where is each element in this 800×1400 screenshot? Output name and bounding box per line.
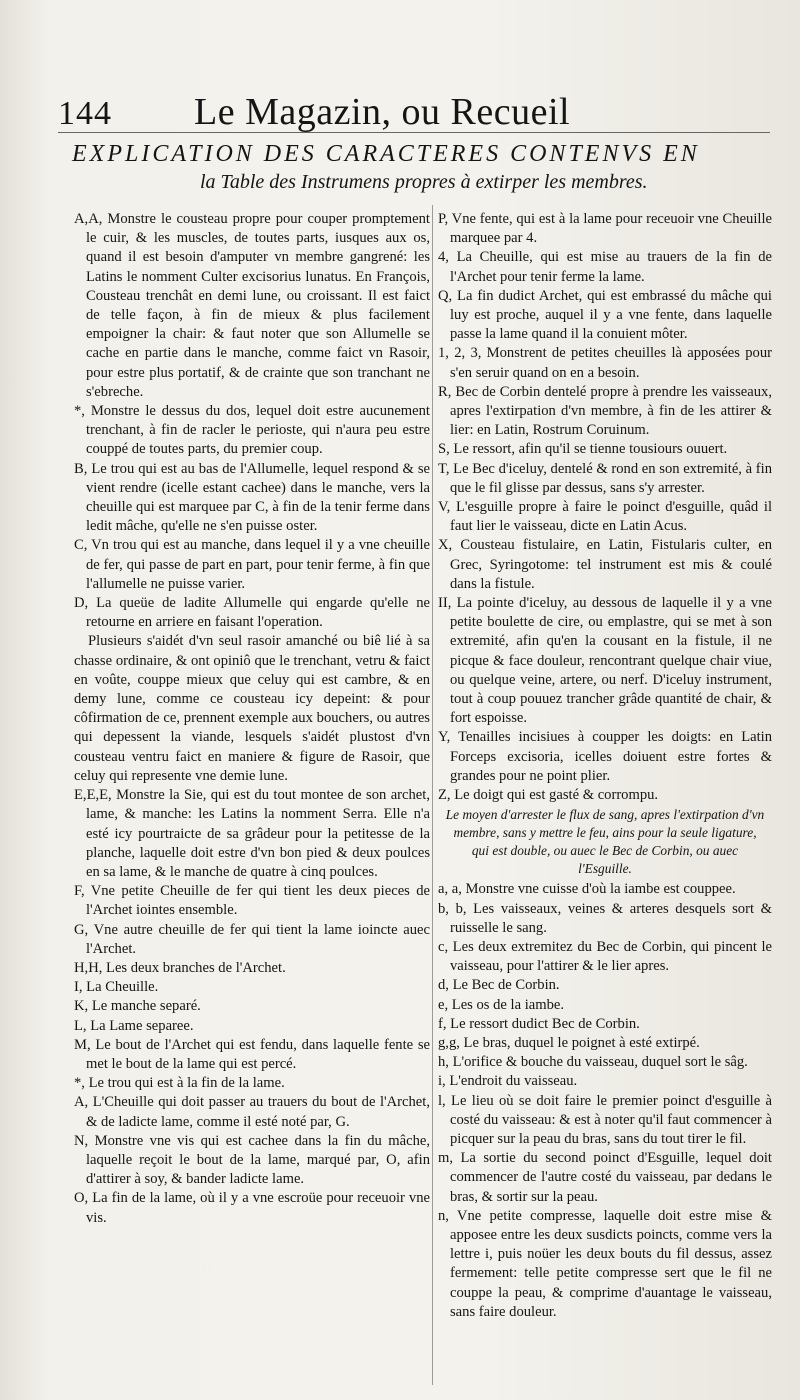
page-number: 144 <box>58 95 112 132</box>
entry: T, Le Bec d'iceluy, dentelé & rond en son extremité, à fin que le fil glisse par dessus, sans s'y arrester. <box>438 460 772 496</box>
entry: *, Le trou qui est à la fin de la lame. <box>74 1075 285 1092</box>
entry: X, Cousteau fistulaire, en Latin, Fistularis culter, en Grec, Syringotome: tel instrument est mis & coulé dans la fistule. <box>438 537 772 592</box>
entry: m, La sortie du second poinct d'Esguille, lequel doit commencer de l'autre costé du vaisseau, par dedans le bras, & sortir sur la peau. <box>438 1150 772 1205</box>
entry: II, La pointe d'iceluy, au dessous de laquelle il y a vne petite boulette de cire, ou emplastre, qui se met à son extremité, afin qu'en la cousant en la fistule, il ne picque & face douleur, rencontrant quelque chair viue, ou quelque veine, artere, ou nerf. D'iceluy instrument, tout à coup pouuez trancher grâde quantité de chair, & fort espoisse. <box>438 595 772 727</box>
page-header <box>58 78 780 134</box>
entry: K, Le manche separé. <box>74 998 201 1015</box>
entry: A,A, Monstre le cousteau propre pour couper promptement le cuir, & les muscles, de toutes parts, iusques aux os, quand il est besoin d'amputer vn membre gangrené: les Latins le nomment Culter excisorius lunatus. En François, Cousteau trenchât en demi lune, ou croissant. Il est faict de telle façon, à fin de mieux & plus facilement empoigner la chair: & faut noter que son Allumelle se cache en partie dans le manche, comme faict vn Rasoir, pour estre plus portatif, & de crainte que son tranchant ne s'ebreche. <box>74 211 430 400</box>
header-rule <box>58 132 770 133</box>
section-subheading: Le moyen d'arrester le flux de sang, apres l'extirpation d'vn membre, sans y mettre le feu, ains pour la seule ligature, qui est double, ou auec le Bec de Corbin, ou auec l'Esguille. <box>445 807 765 877</box>
entry: F, Vne petite Cheuille de fer qui tient les deux pieces de l'Archet iointes ensemble. <box>74 883 430 919</box>
entry: e, Les os de la iambe. <box>438 996 565 1013</box>
entry: M, Le bout de l'Archet qui est fendu, dans laquelle fente se met le bout de la lame qui est percé. <box>74 1036 430 1072</box>
entry: C, Vn trou qui est au manche, dans lequel il y a vne cheuille de fer, qui passe de part en part, pour tenir ferme, à fin que l'allumelle ne puisse varier. <box>74 537 430 592</box>
entry: E,E,E, Monstre la Sie, qui est du tout montee de son archet, lame, & manche: les Latins la nomment Serra. Elle n'a esté icy pourtraicte de sa grâdeur pour la petitesse de la planche, laquelle doit estre d'vn bon pied & deux poulces en sa lame, & le manche de quatre à cinq poulces. <box>74 787 430 880</box>
entry: Z, Le doigt qui est gasté & corrompu. <box>438 787 659 804</box>
entry: f, Le ressort dudict Bec de Corbin. <box>438 1015 640 1032</box>
section-subtitle: la Table des Instrumens propres à extirper les membres. <box>200 171 648 193</box>
entry: d, Le Bec de Corbin. <box>438 977 560 994</box>
entry: g,g, Le bras, duquel le poignet à esté extirpé. <box>438 1034 700 1051</box>
column-divider <box>432 205 433 1385</box>
entry: P, Vne fente, qui est à la lame pour receuoir vne Cheuille marquee par 4. <box>438 211 772 247</box>
entry: V, L'esguille propre à faire le poinct d'esguille, quâd il faut lier le vaisseau, dicte en Latin Acus. <box>438 499 772 535</box>
entry: D, La queüe de ladite Allumelle qui engarde qu'elle ne retourne en arriere en faisant l'operation. <box>74 595 430 631</box>
paragraph: Plusieurs s'aidét d'vn seul rasoir amanché ou biê lié à sa chasse ordinaire, & ont opiniô que le trenchant, vetru & faict en voûte, couppe mieux que celuy qui est cambre, & en demy lune, comme ce cousteau icy depeint: & pour côfirmation de ce, prennent exemple aux bouchers, ou autres qui depessent la viande, lesquels s'aidét plustost d'vn cousteau ventru faict en maniere & figure de Rasoir, que celuy qui represente vne demie lune. <box>74 633 430 784</box>
entry: L, La Lame separee. <box>74 1017 194 1034</box>
right-column <box>438 210 772 1390</box>
section-title: EXPLICATION DES CARACTERES CONTENVS EN <box>72 141 700 167</box>
entry: 1, 2, 3, Monstrent de petites cheuilles là apposées pour s'en seruir quand on en a besoin. <box>438 345 772 381</box>
entry: N, Monstre vne vis qui est cachee dans la fin du mâche, laquelle reçoit le bout de la lame, marqué par, O, afin d'attirer à soy, & bander ladicte lame. <box>74 1132 430 1188</box>
entry: a, a, Monstre vne cuisse d'où la iambe est couppee. <box>438 881 736 898</box>
entry: Q, La fin dudict Archet, qui est embrassé du mâche qui luy est proche, auquel il y a vne fente, dans laquelle passe la lame quand il la conuient môter. <box>438 287 772 343</box>
entry: i, L'endroit du vaisseau. <box>438 1073 578 1090</box>
entry: B, Le trou qui est au bas de l'Allumelle, lequel respond & se vient rendre (icelle estant cachee) dans le manche, vers la cheuille qui est marquee par C, à fin de la tenir ferme dans ledit mâche, qu'elle ne s'en puisse oster. <box>74 460 430 535</box>
entry: 4, La Cheuille, qui est mise au trauers de la fin de l'Archet pour tenir ferme la lame. <box>438 249 772 285</box>
entry: h, L'orifice & bouche du vaisseau, duquel sort le sâg. <box>438 1054 748 1071</box>
entry: G, Vne autre cheuille de fer qui tient la lame ioincte auec l'Archet. <box>74 921 430 957</box>
left-column <box>74 210 430 1390</box>
entry: H,H, Les deux branches de l'Archet. <box>74 959 286 976</box>
entry: R, Bec de Corbin dentelé propre à prendre les vaisseaux, apres l'extirpation d'vn membre, à fin de les attirer & lier: en Latin, Rostrum Coruinum. <box>438 383 772 439</box>
entry: Y, Tenailles incisiues à coupper les doigts: en Latin Forceps excisoria, icelles doiuent estre fortes & grandes pour ne point plier. <box>438 729 772 784</box>
entry: A, L'Cheuille qui doit passer au trauers du bout de l'Archet, & de ladicte lame, comme il esté noté par, G. <box>74 1094 430 1130</box>
entry: l, Le lieu où se doit faire le premier poinct d'esguille à costé du vaisseau: & est à noter qu'il faut commencer à picquer sur la peau du bras, sans du tout tirer le fil. <box>438 1092 772 1147</box>
running-title: Le Magazin, ou Recueil <box>194 91 571 133</box>
entry: *, Monstre le dessus du dos, lequel doit estre aucunement trenchant, à fin de racler le perioste, qui n'aura peu estre couppé de toutes parts, du premier coup. <box>74 403 430 458</box>
entry: c, Les deux extremitez du Bec de Corbin, qui pincent le vaisseau, pour l'attirer & le lier apres. <box>438 938 772 975</box>
entry: O, La fin de la lame, où il y a vne escroüe pour receuoir vne vis. <box>74 1190 430 1226</box>
entry: b, b, Les vaisseaux, veines & arteres desquels sort & ruisselle le sang. <box>438 900 772 936</box>
entry: S, Le ressort, afin qu'il se tienne tousiours ouuert. <box>438 441 728 458</box>
entry: n, Vne petite compresse, laquelle doit estre mise & apposee entre les deux susdicts poincts, comme vers la lettre i, puis noüer les deux bouts du fil dessus, assez fermement: telle petite compresse sert que le fil ne couppe la peau, & comprime d'auantage le vaisseau, sans faire douleur. <box>438 1207 772 1320</box>
entry: I, La Cheuille. <box>74 979 159 996</box>
